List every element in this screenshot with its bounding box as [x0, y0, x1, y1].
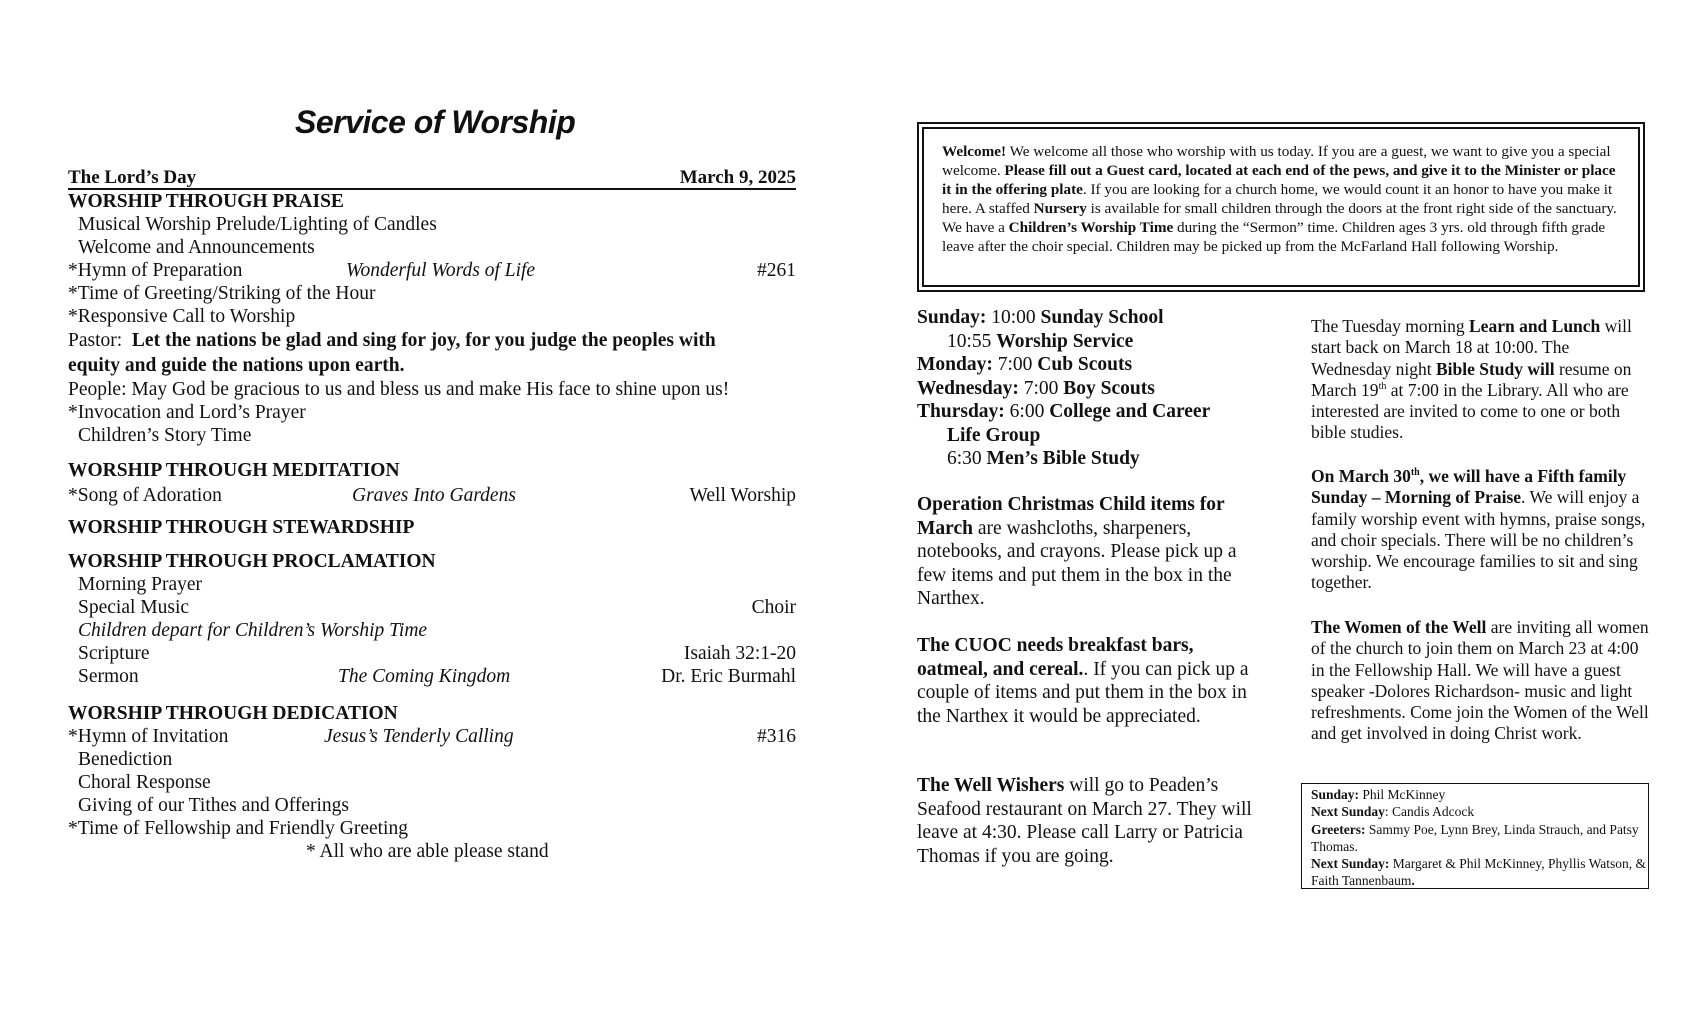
- order-item-label: *Hymn of Invitation: [68, 726, 229, 747]
- greeter-label: Next Sunday: [1311, 804, 1385, 820]
- order-item-morning-prayer: Morning Prayer: [78, 574, 203, 595]
- schedule-sunday: [917, 306, 1257, 330]
- hymn-number: #316: [757, 726, 796, 747]
- order-item-invocation: *Invocation and Lord’s Prayer: [68, 402, 306, 423]
- greeters-box: [1301, 783, 1649, 889]
- greeter-label: Greeters:: [1311, 821, 1366, 837]
- order-item-hymn-preparation: [68, 260, 796, 282]
- meditation-heading: WORSHIP THROUGH MEDITATION: [68, 460, 400, 481]
- announcement-text: are washcloths, sharpeners, notebooks, and crayons. Please pick up a few items and put them in the box in the Narthex.: [917, 517, 1237, 609]
- order-item-choral-response: Choral Response: [78, 772, 211, 793]
- ordinal-suffix: th: [1410, 467, 1420, 479]
- schedule-sunday-2: [917, 330, 1257, 354]
- event-time: 10:55: [947, 330, 997, 352]
- event-name: Sunday School: [1040, 307, 1164, 328]
- order-item-label: *Song of Adoration: [68, 485, 222, 506]
- order-item-song-adoration: [68, 485, 796, 507]
- hymn-title: Jesus’s Tenderly Calling: [324, 726, 514, 747]
- announcement-text: resume on March 19: [1311, 358, 1632, 400]
- stand-note: * All who are able please stand: [306, 841, 549, 862]
- scripture-reference: Isaiah 32:1-20: [683, 643, 796, 664]
- hymn-number: #261: [757, 260, 796, 281]
- sermon-title: The Coming Kingdom: [338, 666, 511, 687]
- schedule-thursday: [917, 400, 1257, 424]
- order-item-tithes: Giving of our Tithes and Offerings: [78, 795, 350, 816]
- order-item-scripture: [68, 643, 796, 665]
- greeter-name: Sammy Poe, Lynn Brey, Linda Strauch, and Patsy Thomas.: [1311, 821, 1639, 854]
- day-label: Sunday:: [917, 307, 987, 328]
- order-item-label: Sermon: [78, 666, 139, 687]
- bulletin-header: [68, 168, 796, 190]
- schedule-monday: [917, 353, 1257, 377]
- announcement-text: . If you can pick up a couple of items and put them in the box in the Narthex it would be appreciated.: [917, 658, 1249, 727]
- song-title: Graves Into Gardens: [352, 485, 516, 506]
- ordinal-suffix: th: [1378, 381, 1387, 393]
- announcement-fifth-sunday: [1311, 466, 1651, 594]
- order-item-label: Special Music: [78, 597, 190, 618]
- announcement-bold: Operation Christmas Child items for March: [917, 494, 1225, 539]
- announcement-bold: The Women of the Well: [1311, 617, 1487, 637]
- greeter-sunday: [1311, 786, 1648, 803]
- nursery-label: Nursery: [1033, 200, 1087, 217]
- announcement-learn-lunch: [1311, 316, 1651, 444]
- pastor-label: Pastor:: [68, 330, 123, 351]
- children-depart-note: Children depart for Children’s Worship Time: [78, 620, 428, 641]
- event-name: Men’s Bible Study: [986, 448, 1140, 469]
- order-item-fellowship: *Time of Fellowship and Friendly Greeting: [68, 818, 408, 839]
- greeter-end: .: [1411, 873, 1415, 889]
- announcement-text: are inviting all women of the church to join them on March 23 at 4:00 in the Fellowship Hall. We will have a guest speaker -Dolores Richardson- music and light refreshments. Come join the Women of the Well and get involved in doing Christ work.: [1311, 617, 1649, 744]
- welcome-text-2: . If you are looking for a church home, we would count it an honor to have you make it here. A staffed: [942, 181, 1613, 217]
- childrens-worship-label: Children’s Worship Time: [1008, 219, 1174, 236]
- welcome-text-3: is available for small children through the doors at the front right side of the sanctuary. We have a: [942, 200, 1617, 236]
- announcement-bold: Learn and Lunch: [1469, 316, 1601, 336]
- order-item-sermon: [68, 666, 796, 688]
- guest-card-instruction: Please fill out a Guest card, located at each end of the pews, and give it to the Minister or place it in the offering plate: [942, 162, 1616, 198]
- welcome-text-1: We welcome all those who worship with us today. If you are a guest, we want to give you a special welcome.: [942, 143, 1611, 179]
- day-label: Monday:: [917, 354, 993, 375]
- greeter-next-sunday: [1311, 803, 1648, 820]
- special-music-performer: Choir: [751, 597, 796, 618]
- people-response: People: May God be gracious to us and bless us and make His face to shine upon us!: [68, 379, 730, 400]
- announcement-bold: On March 30: [1311, 466, 1411, 486]
- stewardship-heading: WORSHIP THROUGH STEWARDSHIP: [68, 517, 415, 538]
- welcome-lead: Welcome!: [942, 143, 1007, 160]
- service-title: Service of Worship: [295, 104, 576, 140]
- dedication-heading: WORSHIP THROUGH DEDICATION: [68, 703, 398, 724]
- order-item-label: *Hymn of Preparation: [68, 260, 243, 281]
- announcement-bold: Bible Study will: [1435, 358, 1555, 379]
- greeter-label: Sunday:: [1311, 787, 1360, 802]
- welcome-text-4: during the “Sermon” time. Children ages 3 yrs. old through fifth grade leave after the choir special. Children may be picked up from the McFarland Hall following Worship.: [942, 219, 1606, 255]
- announcement-bold: The Well Wishers: [917, 775, 1065, 796]
- weekly-schedule: [917, 306, 1257, 471]
- event-name: Boy Scouts: [1063, 377, 1155, 399]
- announcement-bold: The CUOC needs breakfast bars, oatmeal, and cereal.: [917, 635, 1194, 680]
- event-name: College and Career: [1049, 401, 1211, 422]
- announcement-occ: [917, 493, 1257, 611]
- praise-heading: WORSHIP THROUGH PRAISE: [68, 191, 344, 212]
- event-name: Life Group: [947, 424, 1041, 446]
- schedule-thursday-cont: [917, 424, 1257, 448]
- event-time: 10:00: [986, 307, 1041, 328]
- announcement-well-wishers: [917, 774, 1257, 868]
- order-item-welcome: Welcome and Announcements: [78, 237, 315, 258]
- event-name: Cub Scouts: [1037, 354, 1133, 375]
- order-item-greeting: *Time of Greeting/Striking of the Hour: [68, 283, 376, 304]
- announcement-text: will start back on March 18 at 10:00. The Wednesday night: [1311, 316, 1632, 379]
- order-item-special-music: [68, 597, 796, 619]
- proclamation-heading: WORSHIP THROUGH PROCLAMATION: [68, 551, 436, 572]
- pastor-text: Let the nations be glad and sing for joy, for you judge the peoples with: [131, 330, 716, 351]
- day-label: Thursday:: [917, 401, 1005, 422]
- announcement-text: . We will enjoy a family worship event with hymns, praise songs, and choir specials. There will be no children’s worship. We encourage families to sit and sing together.: [1311, 487, 1646, 593]
- order-item-hymn-invitation: [68, 726, 796, 748]
- welcome-box: [917, 122, 1645, 292]
- event-time: 6:30: [947, 448, 987, 469]
- order-item-responsive-call: *Responsive Call to Worship: [68, 306, 296, 327]
- schedule-wednesday: [917, 377, 1257, 401]
- hymn-title: Wonderful Words of Life: [346, 260, 536, 281]
- day-label: Wednesday:: [917, 377, 1019, 399]
- greeters-list: [1311, 821, 1648, 856]
- lords-day-label: The Lord’s Day: [68, 167, 197, 188]
- greeter-name: Phil McKinney: [1359, 787, 1446, 802]
- greeters-next-list: [1311, 855, 1648, 890]
- event-name: Worship Service: [996, 330, 1134, 352]
- event-time: 7:00: [1018, 377, 1064, 399]
- order-item-benediction: Benediction: [78, 749, 173, 770]
- service-date: March 9, 2025: [679, 167, 796, 188]
- announcement-women-of-well: [1311, 617, 1651, 745]
- welcome-text: [922, 127, 1640, 287]
- pastor-text-cont: equity and guide the nations upon earth.: [68, 355, 405, 376]
- announcement-text: at 7:00 in the Library. All who are interested are invited to come to one or both bible studies.: [1311, 379, 1629, 443]
- event-time: 6:00: [1004, 401, 1050, 422]
- greeter-name: Margaret & Phil McKinney, Phyllis Watson, & Faith Tannenbaum: [1311, 856, 1647, 889]
- order-item-prelude: Musical Worship Prelude/Lighting of Candles: [78, 214, 437, 235]
- announcement-cuoc: [917, 634, 1257, 728]
- order-item-label: Scripture: [78, 643, 150, 664]
- event-time: 7:00: [992, 354, 1038, 375]
- sermon-speaker: Dr. Eric Burmahl: [661, 666, 796, 687]
- greeter-label: Next Sunday:: [1311, 856, 1390, 872]
- song-source: Well Worship: [689, 485, 796, 506]
- announcement-bold: , we will have a Fifth family Sunday – Morning of Praise: [1311, 466, 1627, 508]
- announcement-text: The Tuesday morning: [1311, 316, 1469, 336]
- greeter-name: : Candis Adcock: [1384, 804, 1475, 820]
- announcement-text: will go to Peaden’s Seafood restaurant on March 27. They will leave at 4:30. Please call Larry or Patricia Thomas if you are going.: [917, 775, 1252, 867]
- schedule-thursday-2: [917, 447, 1257, 471]
- order-item-childrens-story: Children’s Story Time: [78, 425, 252, 446]
- pastor-line: [68, 330, 796, 352]
